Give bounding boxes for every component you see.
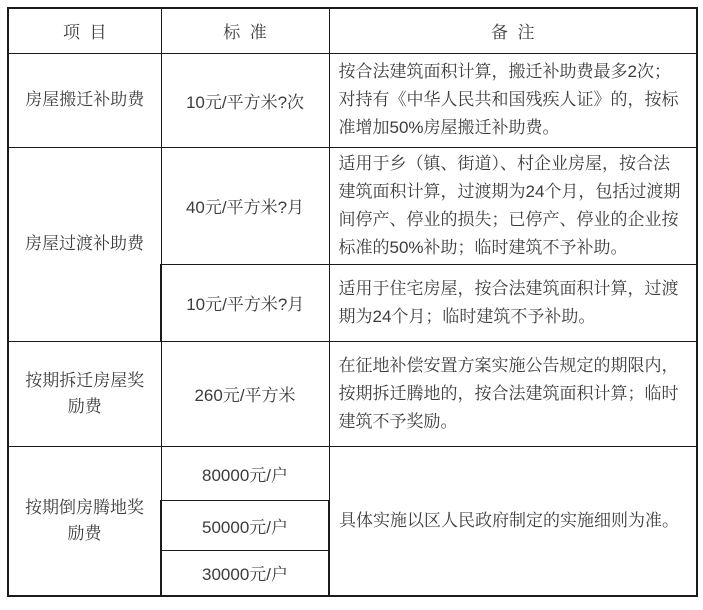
remark-cell: 适用于乡（镇、街道）、村企业房屋，按合法建筑面积计算，过渡期为24个月，包括过渡期间停产、停业的损失；已停产、停业的企业按标准的50%补助；临时建筑不予补助。 [329, 147, 697, 264]
remark-cell: 在征地补偿安置方案实施公告规定的期限内，按期拆迁腾地的，按合法建筑面积计算；临时建筑不予奖励。 [329, 341, 697, 446]
standard-cell: 10元/平方米?月 [161, 264, 329, 341]
item-cell: 房屋搬迁补助费 [8, 53, 161, 147]
remark-cell: 具体实施以区人民政府制定的实施细则为准。 [329, 446, 697, 596]
remark-cell: 适用于住宅房屋，按合法建筑面积计算，过渡期为24个月；临时建筑不予补助。 [329, 264, 697, 341]
item-cell: 房屋过渡补助费 [8, 147, 161, 341]
header-standard: 标 准 [161, 8, 329, 53]
table-row-relocation-subsidy [8, 53, 697, 147]
table-row-vacate-reward-tier1 [8, 446, 697, 500]
standard-cell: 30000元/户 [161, 550, 329, 596]
compensation-standards-table [7, 7, 698, 597]
standard-cell: 260元/平方米 [161, 341, 329, 446]
table-row-on-time-demolition-reward [8, 341, 697, 446]
header-row [8, 8, 697, 53]
standard-cell: 10元/平方米?次 [161, 53, 329, 147]
standard-cell: 80000元/户 [161, 446, 329, 500]
remark-cell: 按合法建筑面积计算，搬迁补助费最多2次；对持有《中华人民共和国残疾人证》的，按标准增加50%房屋搬迁补助费。 [329, 53, 697, 147]
standard-cell: 40元/平方米?月 [161, 147, 329, 264]
standard-cell: 50000元/户 [161, 500, 329, 550]
item-cell: 按期拆迁房屋奖励费 [8, 341, 161, 446]
header-remark: 备 注 [329, 8, 697, 53]
header-item: 项 目 [8, 8, 161, 53]
table-row-transition-subsidy-enterprise [8, 147, 697, 264]
item-cell: 按期倒房腾地奖励费 [8, 446, 161, 596]
